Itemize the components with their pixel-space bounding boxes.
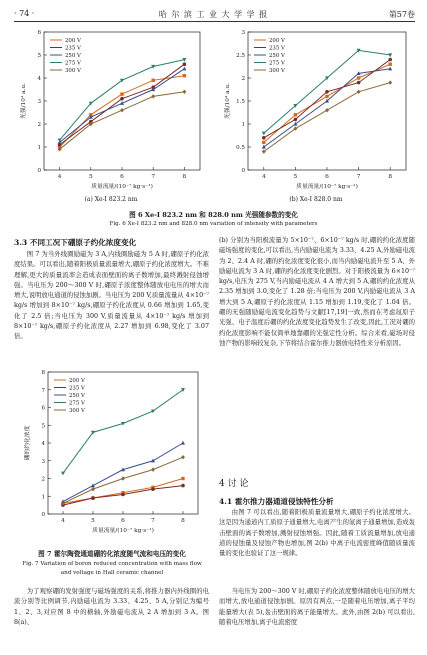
legend-label: 235 V xyxy=(269,45,285,52)
fig7-caption-en-line1: Fig. 7 Variation of boron reduced concentration with mass flow xyxy=(22,561,202,567)
data-point xyxy=(183,74,186,77)
y-tick-label: 4 xyxy=(41,441,45,447)
x-tick-label: 7 xyxy=(151,518,155,524)
legend-label: 200 V xyxy=(269,38,285,44)
y-tick-label: 8 xyxy=(41,370,45,376)
data-point xyxy=(182,67,186,71)
series-line xyxy=(264,64,390,142)
data-point xyxy=(388,80,392,84)
data-point xyxy=(262,132,266,136)
data-point xyxy=(325,90,329,94)
fig6a-subcaption: (a) Xe-I 823.2 nm xyxy=(84,196,138,203)
data-point xyxy=(121,493,125,497)
section-4-1-body-2 xyxy=(219,587,415,649)
fig7-caption-en-line2: and voltage in Hall ceramic channel xyxy=(60,570,164,576)
y-tick-label: 5 xyxy=(41,423,45,430)
section-4-1-title: 4.1 霍尔推力器通道侵蚀特性分析 xyxy=(219,497,334,506)
data-point xyxy=(151,487,155,491)
y-tick-label: 2.5 xyxy=(236,53,245,59)
data-point xyxy=(388,58,392,62)
legend-label: 235 V xyxy=(65,45,81,52)
x-axis-label: 质量流量/(10⁻⁷ kg·s⁻¹) xyxy=(91,184,153,190)
y-tick-label: 1 xyxy=(37,145,41,151)
data-point xyxy=(181,441,185,445)
y-tick-label: 4 xyxy=(37,76,41,82)
data-point xyxy=(91,496,95,500)
data-point xyxy=(325,108,329,112)
data-point xyxy=(357,76,360,79)
legend-label: 275 V xyxy=(69,400,85,407)
section-3-3-paragraph-2: 为了观察硼的发射强度与磁场强度的关系,将推力器内外线圈的电流分别等比例调节,内励磁电流为 3.33、4.25、5 A,分别记为编号 1、2、3,对应图 8 中的横轴,外励磁电流从 2 A 增加到 3 A。图 8(a)、 xyxy=(14,588,209,626)
data-point xyxy=(294,113,297,116)
y-tick-label: 0 xyxy=(41,512,45,518)
y-tick-label: 1 xyxy=(241,122,245,128)
data-point xyxy=(325,95,328,98)
x-tick-label: 8 xyxy=(388,174,393,180)
section-3-3-paragraph-1: 图 7 为当外线圈励磁为 3 A,内线圈励磁为 5 A 时,硼原子约化浓度结果。可以看出,随着阳极质量流量增大,硼原子约化浓度增大。不难理解,更大的质量流率会造成表面壁面的离子数增加,最终溅射侵蚀增强。当电压为 200～300 V 时,硼原子浓度整体随放电电压的增大而增大,说明放电通道的侵蚀加剧。当电压为 200 V,质量流量从 4×10⁻⁷ kg/s 增加到 8×10⁻⁷ kg/s,硼原子约化浓度从 0.66 增加到 1.65,变化了 2.5 倍;当电压为 300 V,质量流量从 4×10⁻⁷ kg/s 增加到 8×10⁻⁷ kg/s,硼原子约化浓度从 2.27 增加到 6.98,变化了 3.07 倍。 xyxy=(14,251,209,341)
data-point xyxy=(91,487,95,491)
data-point xyxy=(182,90,186,94)
data-point xyxy=(152,79,155,82)
y-tick-label: 6 xyxy=(41,405,45,412)
data-point xyxy=(120,92,123,95)
section-3-3-body-cont xyxy=(14,587,209,649)
x-tick-label: 7 xyxy=(356,174,361,180)
legend-label: 250 V xyxy=(269,53,285,59)
right-column-text xyxy=(219,236,415,470)
x-tick-label: 4 xyxy=(261,174,266,180)
y-tick-label: 3 xyxy=(41,458,45,465)
y-tick-label: 6 xyxy=(37,30,41,36)
y-tick-label: 1 xyxy=(41,494,45,501)
section-4-1-body-1 xyxy=(219,508,415,582)
chart-fig6b xyxy=(218,26,414,196)
data-point xyxy=(357,81,361,85)
x-tick-label: 5 xyxy=(91,518,95,524)
y-tick-label: 7 xyxy=(41,387,45,394)
data-point xyxy=(151,94,155,98)
data-point xyxy=(181,388,185,392)
data-point xyxy=(262,136,266,140)
chart-fig6a xyxy=(14,26,208,196)
x-tick-label: 5 xyxy=(88,174,93,180)
y-tick-label: 0 xyxy=(37,168,41,174)
x-tick-label: 8 xyxy=(181,518,185,524)
data-point xyxy=(181,484,185,488)
legend-label: 235 V xyxy=(69,385,85,392)
legend-label: 275 V xyxy=(269,60,285,67)
y-tick-label: 2 xyxy=(37,122,41,128)
data-point xyxy=(357,90,361,94)
series-line xyxy=(63,479,183,504)
y-tick-label: 1.5 xyxy=(236,99,245,105)
data-point xyxy=(294,118,298,122)
y-tick-label: 5 xyxy=(37,53,41,59)
data-point xyxy=(183,62,187,66)
y-tick-label: 3 xyxy=(37,99,41,105)
data-point xyxy=(262,141,265,144)
data-point xyxy=(181,455,185,459)
series-line xyxy=(264,69,390,147)
x-tick-label: 5 xyxy=(293,174,298,180)
y-tick-label: 3 xyxy=(241,30,245,36)
y-tick-label: 0 xyxy=(241,168,245,174)
fig7-caption-cn: 图 7 霍尔陶瓷通道硼的化浓度随气流和电压的变化 xyxy=(38,550,186,558)
x-axis-label: 质量流量/(10⁻⁷ kg·s⁻¹) xyxy=(296,184,358,190)
x-tick-label: 6 xyxy=(121,518,125,524)
y-axis-label: 硼的约化浓度 xyxy=(25,425,31,461)
x-tick-label: 6 xyxy=(325,174,329,180)
journal-title: 哈 尔 滨 工 业 大 学 学 报 xyxy=(158,10,269,19)
data-point xyxy=(61,472,65,476)
data-point xyxy=(181,477,184,480)
legend-label: 300 V xyxy=(69,408,85,414)
section-4-title: 4 讨 论 xyxy=(219,479,249,489)
y-axis-label: 光强/10⁴ a.u. xyxy=(225,83,231,119)
fig6-caption-cn: 图 6 Xe-I 823.2 nm 和 828.0 nm 光强随参数的变化 xyxy=(129,211,298,219)
right-paragraph-1: (b) 分别为当阳极流量为 5×10⁻⁷、6×10⁻⁷ kg/s 时,硼的约化浓度随磁场强度的变化,可以看出,当内励磁电流为 3.33、4.25 A,外励磁电流为 2、2.4 A 时,硼的约化浓度变化很小,而当内励磁电流升至 5 A、外励磁电流为 3 A 时,硼的约化浓度变化剧烈。对于阳极流量为 6×10⁻⁷ kg/s,电压为 275 V,当内励磁电流从 4 A 增大到 5 A,硼的约化浓度从 2.35 增加到 3.0,变化了 1.28 倍;当电压为 200 V,内励磁电流从 3 A 增大到 5 A,硼原子约化浓度从 1.15 增加到 1.19,变化了 1.04 倍。硼的无强随励磁电流变化趋势与文献[17,19]一致,然而在考虑氙原子光强、电子温度后硼的约化浓度变化趋势发生了改变,因此,工况对硼的约化浓度影响不能仅简单地靠硼的光强定性分析。综合来看,磁场对侵蚀产物的影响较复杂,下节将结合霍尔推力器放电特性来分析原因。 xyxy=(219,237,415,347)
legend-label: 275 V xyxy=(65,60,81,67)
data-point xyxy=(389,63,392,66)
data-point xyxy=(121,476,125,480)
data-point xyxy=(151,467,155,471)
data-point xyxy=(120,97,124,101)
legend-label: 250 V xyxy=(65,53,81,59)
section-3-3-title: 3.3 不同工况下硼原子约化浓度变化 xyxy=(14,238,137,247)
section-3-3-body xyxy=(14,250,209,362)
fig6b-subcaption: (b) Xe-I 828.0 nm xyxy=(289,196,343,203)
header-rule xyxy=(14,21,415,22)
y-tick-label: 2 xyxy=(241,76,245,82)
y-tick-label: 2 xyxy=(41,476,45,483)
page-number: · 74 · xyxy=(14,9,35,18)
legend-label: 200 V xyxy=(65,38,81,44)
right-paragraph-2: 由图 7 可以看出,随着阳极质量流量增大,硼原子约化浓度增大。这是因为通道内工质原子通量增大,电离产生的氙离子通量增加,造成轰击壁面的离子数增加,溅射侵蚀增强。因此,随着工质流量增加,放电通道的侵蚀量及侵蚀产物也增加,图 2(b) 中离子电流密度峰值随质量流量的变化也验证了这一规律。 xyxy=(219,509,415,558)
x-tick-label: 8 xyxy=(182,174,187,180)
y-tick-label: 0.5 xyxy=(236,145,245,151)
x-tick-label: 4 xyxy=(57,174,62,180)
data-point xyxy=(120,108,124,112)
fig6-caption-en: Fig. 6 Xe-I 823.2 nm and 828.0 nm variation of intensity with parameters xyxy=(109,221,318,227)
x-tick-label: 7 xyxy=(151,174,156,180)
x-tick-label: 6 xyxy=(120,174,124,180)
volume-label: 第57卷 xyxy=(388,10,415,19)
legend-label: 300 V xyxy=(269,68,285,74)
chart-fig7 xyxy=(18,366,206,540)
x-tick-label: 4 xyxy=(61,518,65,524)
legend-label: 300 V xyxy=(65,68,81,74)
y-axis-label: 光强/10⁴ a.u. xyxy=(21,83,27,119)
x-axis-label: 质量流量/(10⁻⁷ kg·s⁻¹) xyxy=(92,528,154,534)
right-paragraph-3: 当电压为 200～300 V 时,硼原子约化浓度整体随放电电压的增大而增大,放电通道侵蚀加剧。原因有两点,一是随着电压增加,离子平均能量增大(表 5),轰击壁面的离子能量增大。此外,由图 2(b) 可以看出,随着电压增加,离子电流密度 xyxy=(219,588,415,626)
legend-label: 250 V xyxy=(69,393,85,399)
legend-label: 200 V xyxy=(69,378,85,384)
